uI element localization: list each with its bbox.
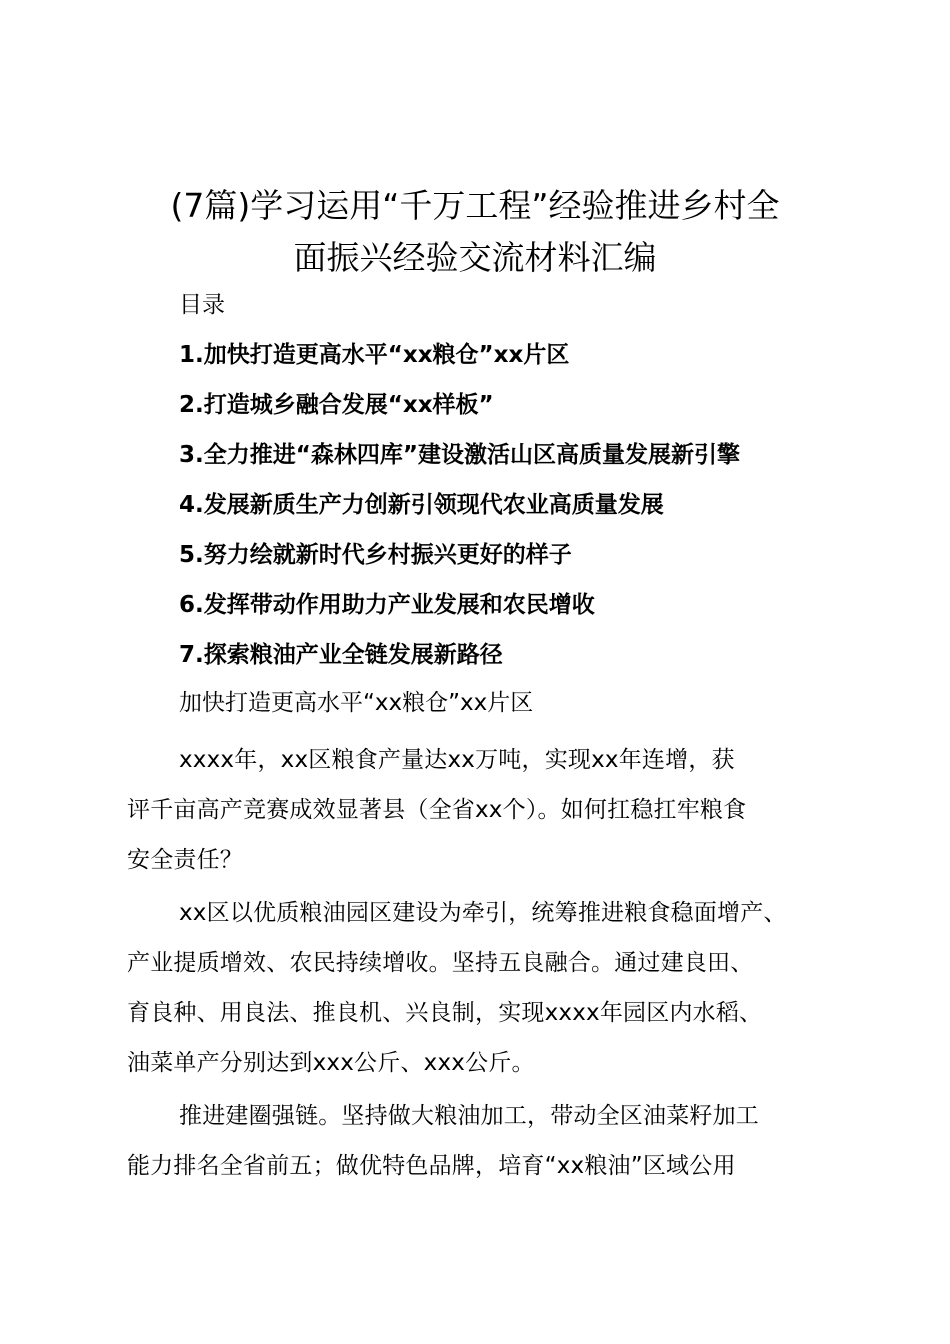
paragraph-3-line-1: 推进建圈强链。坚持做大粮油加工，带动全区油菜籽加工 xyxy=(179,1103,759,1129)
paragraph-2-line-4: 油菜单产分别达到xxx公斤、xxx公斤。 xyxy=(127,1050,535,1076)
paragraph-2 xyxy=(127,888,847,1088)
toc-item-3: 3.全力推进“森林四库”建设激活山区高质量发展新引擎 xyxy=(179,442,740,468)
toc-item-5: 5.努力绘就新时代乡村振兴更好的样子 xyxy=(179,542,572,568)
paragraph-1-line-1: xxxx年，xx区粮食产量达xx万吨，实现xx年连增，获 xyxy=(179,747,735,773)
section-heading: 加快打造更高水平“xx粮仓”xx片区 xyxy=(179,690,534,716)
paragraph-1-line-2: 评千亩高产竞赛成效显著县（全省xx个）。如何扛稳扛牢粮食 xyxy=(127,797,747,823)
document-title xyxy=(100,180,850,284)
toc-item-1: 1.加快打造更高水平“xx粮仓”xx片区 xyxy=(179,342,570,368)
paragraph-3-line-2: 能力排名全省前五；做优特色品牌，培育“xx粮油”区域公用 xyxy=(127,1153,736,1179)
toc-item-4: 4.发展新质生产力创新引领现代农业高质量发展 xyxy=(179,492,664,518)
toc-item-7: 7.探索粮油产业全链发展新路径 xyxy=(179,642,503,668)
paragraph-2-line-1: xx区以优质粮油园区建设为牵引，统筹推进粮食稳面增产、 xyxy=(179,900,787,926)
table-of-contents xyxy=(179,337,879,687)
title-line-1: (7篇)学习运用“千万工程”经验推进乡村全 xyxy=(170,186,780,225)
document-body xyxy=(127,685,847,1191)
toc-item-2: 2.打造城乡融合发展“xx样板” xyxy=(179,392,494,418)
toc-heading: 目录 xyxy=(179,292,225,318)
paragraph-2-line-2: 产业提质增效、农民持续增收。坚持五良融合。通过建良田、 xyxy=(127,950,754,976)
paragraph-1-line-3: 安全责任？ xyxy=(127,847,243,873)
paragraph-2-line-3: 育良种、用良法、推良机、兴良制，实现xxxx年园区内水稻、 xyxy=(127,1000,763,1026)
paragraph-1 xyxy=(127,735,847,885)
title-line-2: 面振兴经验交流材料汇编 xyxy=(293,238,657,277)
paragraph-3 xyxy=(127,1091,847,1191)
toc-item-6: 6.发挥带动作用助力产业发展和农民增收 xyxy=(179,592,595,618)
